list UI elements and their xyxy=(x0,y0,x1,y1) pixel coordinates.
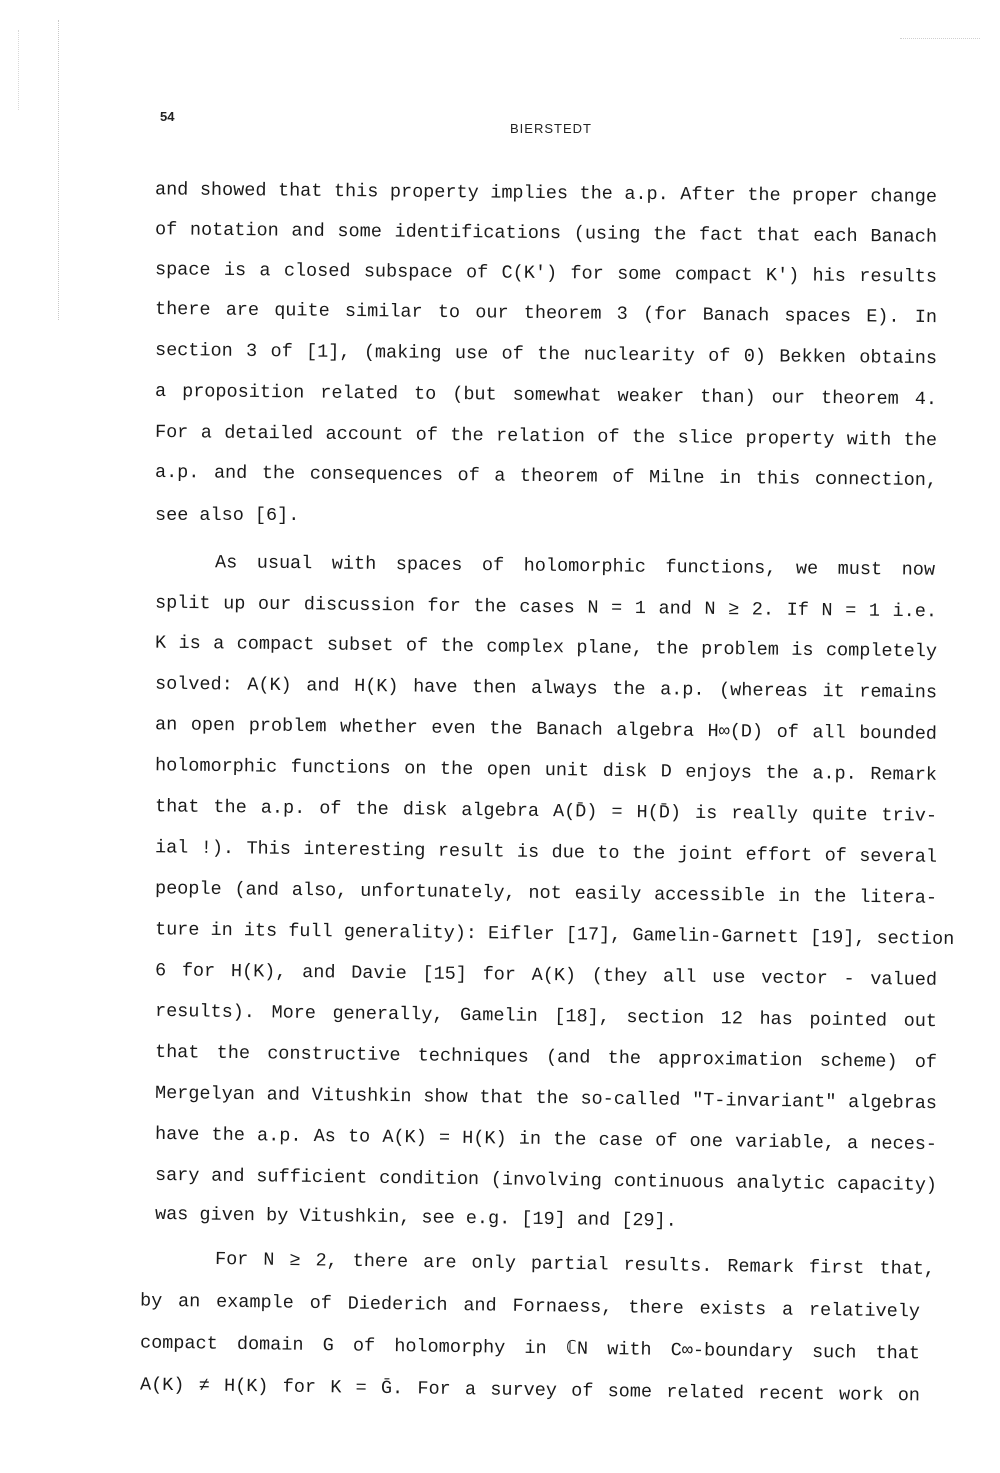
text-line: Mergelyan and Vitushkin show that the so-called "T-invariant" algebras xyxy=(154,1082,938,1115)
text-line: For a detailed account of the relation of the slice property with the xyxy=(154,421,938,452)
page-number: 54 xyxy=(160,109,175,124)
text-line: section 3 of [1], (making use of the nuclearity of 0) Bekken obtains xyxy=(154,339,938,370)
text-line: of notation and some identifications (using the fact that each Banach xyxy=(154,219,938,248)
text-line: that the a.p. of the disk algebra A(D̄) = H(D̄) is really quite triv- xyxy=(154,796,938,827)
text-line: a proposition related to (but somewhat weaker than) our theorem 4. xyxy=(154,380,938,411)
text-line: split up our discussion for the cases N = 1 and N ≥ 2. If N = 1 i.e. xyxy=(154,592,938,623)
text-line: ial !). This interesting result is due to the joint effort of several xyxy=(154,837,938,868)
running-head: BIERSTEDT xyxy=(510,121,592,136)
text-line: was given by Vitushkin, see e.g. [19] and [29]. xyxy=(154,1203,677,1232)
scan-top-mark xyxy=(900,38,980,40)
text-line: a.p. and the consequences of a theorem of Milne in this connection, xyxy=(154,461,938,492)
text-line: holomorphic functions on the open unit disk D enjoys the a.p. Remark xyxy=(154,755,938,786)
scan-edge-mark xyxy=(18,30,23,110)
text-line: As usual with spaces of holomorphic functions, we must now xyxy=(214,552,936,581)
text-line: and showed that this property implies the a.p. After the proper change xyxy=(154,179,938,208)
text-line: that the constructive techniques (and the approximation scheme) of xyxy=(154,1041,938,1074)
text-line: by an example of Diederich and Fornaess, there exists a relatively xyxy=(139,1290,921,1323)
text-line: results). More generally, Gamelin [18], section 12 has pointed out xyxy=(154,1000,938,1033)
text-line: have the a.p. As to A(K) = H(K) in the case of one variable, a neces- xyxy=(154,1123,938,1156)
text-line: solved: A(K) and H(K) have then always the a.p. (whereas it remains xyxy=(154,673,938,704)
text-line: sary and sufficient condition (involving continuous analytic capacity) xyxy=(154,1164,938,1197)
text-line: people (and also, unfortunately, not easily accessible in the litera- xyxy=(154,878,938,909)
text-line: ture in its full generality): Eifler [17], Gamelin-Garnett [19], section xyxy=(154,919,955,950)
text-line: space is a closed subspace of C(K') for some compact K') his results xyxy=(154,259,938,288)
text-line: compact domain G of holomorphy in ℂN with C∞-boundary such that xyxy=(139,1332,921,1365)
scan-edge-mark xyxy=(58,20,65,320)
text-line: A(K) ≠ H(K) for K = Ḡ. For a survey of some related recent work on xyxy=(139,1374,921,1407)
text-line: an open problem whether even the Banach algebra H∞(D) of all bounded xyxy=(154,714,938,745)
text-line: 6 for H(K), and Davie [15] for A(K) (they all use vector - valued xyxy=(154,960,938,991)
text-line: there are quite similar to our theorem 3 (for Banach spaces E). In xyxy=(154,298,938,329)
text-line: For N ≥ 2, there are only partial results. Remark first that, xyxy=(214,1248,936,1281)
text-line: see also [6]. xyxy=(155,505,300,526)
text-line: K is a compact subset of the complex plane, the problem is completely xyxy=(154,632,938,663)
